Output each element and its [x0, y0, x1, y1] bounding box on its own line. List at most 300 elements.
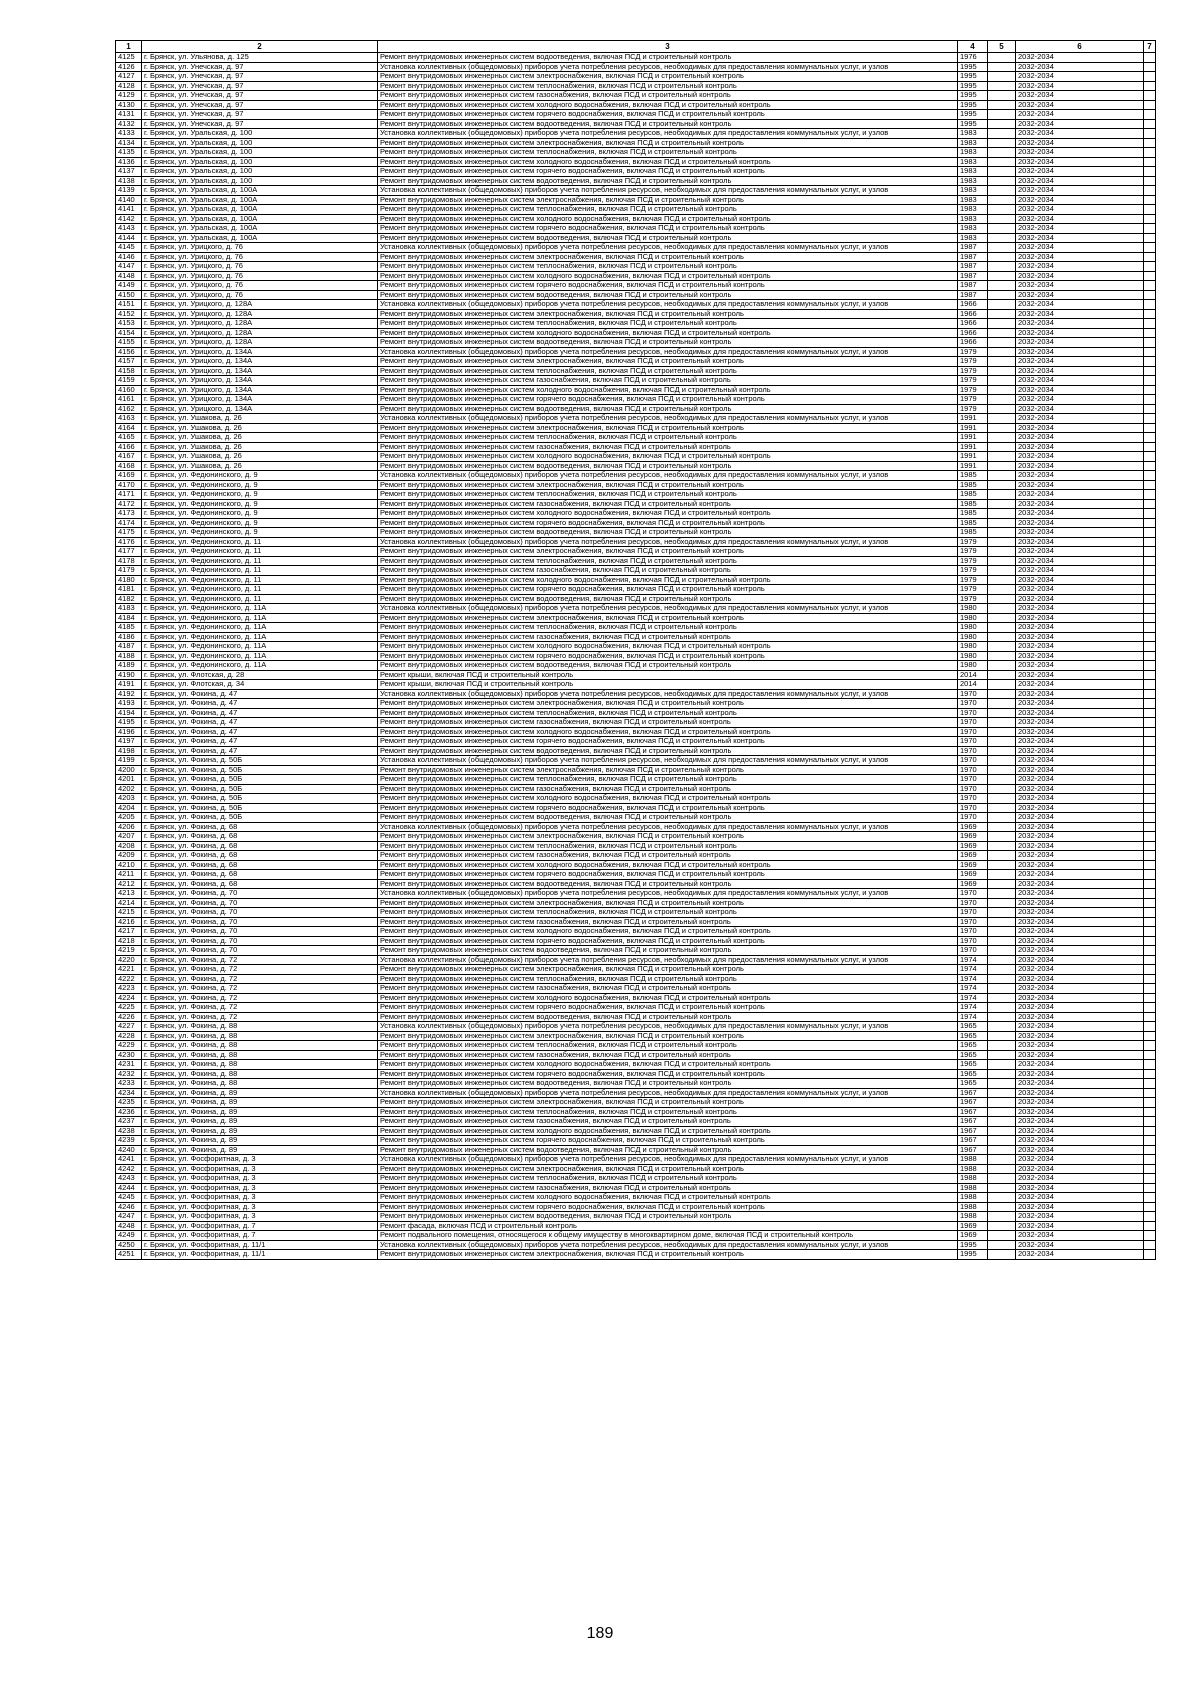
- cell-address: г. Брянск, ул. Фокина, д. 47: [142, 746, 378, 756]
- cell-address: г. Брянск, ул. Федюнинского, д. 11: [142, 594, 378, 604]
- cell-col-5: [988, 1212, 1016, 1222]
- cell-col-5: [988, 1145, 1016, 1155]
- cell-row-number: 4216: [116, 917, 142, 927]
- cell-period: 2032-2034: [1016, 461, 1144, 471]
- cell-period: 2032-2034: [1016, 1031, 1144, 1041]
- cell-work-type: Ремонт крыши, включая ПСД и строительный контроль: [378, 680, 958, 690]
- cell-col-5: [988, 1183, 1016, 1193]
- cell-year-built: 1970: [958, 708, 988, 718]
- cell-work-type: Ремонт внутридомовых инженерных систем электроснабжения, включая ПСД и строительный контроль: [378, 547, 958, 557]
- cell-col-5: [988, 604, 1016, 614]
- cell-address: г. Брянск, ул. Федюнинского, д. 11: [142, 556, 378, 566]
- cell-period: 2032-2034: [1016, 680, 1144, 690]
- cell-col-7: [1144, 965, 1156, 975]
- cell-col-7: [1144, 1003, 1156, 1013]
- cell-period: 2032-2034: [1016, 822, 1144, 832]
- cell-work-type: Ремонт внутридомовых инженерных систем водоотведения, включая ПСД и строительный контроль: [378, 176, 958, 186]
- cell-col-7: [1144, 822, 1156, 832]
- cell-col-7: [1144, 651, 1156, 661]
- cell-row-number: 4212: [116, 879, 142, 889]
- cell-row-number: 4230: [116, 1050, 142, 1060]
- cell-work-type: Ремонт внутридомовых инженерных систем электроснабжения, включая ПСД и строительный контроль: [378, 898, 958, 908]
- cell-year-built: 1983: [958, 138, 988, 148]
- cell-row-number: 4179: [116, 566, 142, 576]
- page-number: 189: [586, 1625, 614, 1642]
- cell-address: г. Брянск, ул. Фосфоритная, д. 7: [142, 1221, 378, 1231]
- table-header: [116, 41, 1156, 53]
- cell-row-number: 4139: [116, 186, 142, 196]
- table-row: [116, 1212, 1156, 1222]
- cell-row-number: 4247: [116, 1212, 142, 1222]
- cell-row-number: 4217: [116, 927, 142, 937]
- cell-row-number: 4151: [116, 300, 142, 310]
- table-row: [116, 575, 1156, 585]
- cell-row-number: 4219: [116, 946, 142, 956]
- cell-work-type: Ремонт внутридомовых инженерных систем теплоснабжения, включая ПСД и строительный контроль: [378, 205, 958, 215]
- cell-year-built: 1966: [958, 309, 988, 319]
- cell-col-5: [988, 642, 1016, 652]
- cell-year-built: 1985: [958, 499, 988, 509]
- table-row: [116, 680, 1156, 690]
- cell-period: 2032-2034: [1016, 1212, 1144, 1222]
- cell-col-5: [988, 765, 1016, 775]
- cell-period: 2032-2034: [1016, 585, 1144, 595]
- cell-period: 2032-2034: [1016, 129, 1144, 139]
- cell-col-7: [1144, 319, 1156, 329]
- cell-col-7: [1144, 613, 1156, 623]
- cell-col-7: [1144, 803, 1156, 813]
- cell-work-type: Установка коллективных (общедомовых) приборов учета потребления ресурсов, необходимых для предоставления коммунальных услуг, и узлов: [378, 756, 958, 766]
- cell-row-number: 4161: [116, 395, 142, 405]
- cell-col-5: [988, 148, 1016, 158]
- cell-col-5: [988, 195, 1016, 205]
- cell-col-7: [1144, 775, 1156, 785]
- cell-col-7: [1144, 528, 1156, 538]
- table-row: [116, 423, 1156, 433]
- cell-col-5: [988, 632, 1016, 642]
- cell-year-built: 1970: [958, 746, 988, 756]
- table-row: [116, 547, 1156, 557]
- table-row: [116, 1155, 1156, 1165]
- cell-year-built: 1970: [958, 727, 988, 737]
- cell-col-7: [1144, 1012, 1156, 1022]
- cell-col-5: [988, 1050, 1016, 1060]
- cell-period: 2032-2034: [1016, 224, 1144, 234]
- cell-work-type: Ремонт подвального помещения, относящегося к общему имуществу в многоквартирном доме, включая ПСД и строительный контроль: [378, 1231, 958, 1241]
- cell-work-type: Установка коллективных (общедомовых) приборов учета потребления ресурсов, необходимых для предоставления коммунальных услуг, и узлов: [378, 1155, 958, 1165]
- cell-address: г. Брянск, ул. Федюнинского, д. 11А: [142, 661, 378, 671]
- cell-year-built: 1979: [958, 366, 988, 376]
- cell-col-7: [1144, 1060, 1156, 1070]
- cell-col-7: [1144, 91, 1156, 101]
- cell-work-type: Ремонт внутридомовых инженерных систем водоотведения, включая ПСД и строительный контроль: [378, 879, 958, 889]
- table-row: [116, 252, 1156, 262]
- table-row: [116, 366, 1156, 376]
- cell-col-7: [1144, 746, 1156, 756]
- cell-address: г. Брянск, ул. Фокина, д. 88: [142, 1079, 378, 1089]
- cell-col-5: [988, 1117, 1016, 1127]
- cell-address: г. Брянск, ул. Фокина, д. 70: [142, 889, 378, 899]
- cell-work-type: Ремонт внутридомовых инженерных систем газоснабжения, включая ПСД и строительный контроль: [378, 1183, 958, 1193]
- cell-row-number: 4226: [116, 1012, 142, 1022]
- cell-col-7: [1144, 898, 1156, 908]
- table-row: [116, 471, 1156, 481]
- cell-row-number: 4129: [116, 91, 142, 101]
- cell-year-built: 1979: [958, 575, 988, 585]
- cell-address: г. Брянск, ул. Урицкого, д. 76: [142, 271, 378, 281]
- cell-year-built: 1969: [958, 841, 988, 851]
- cell-period: 2032-2034: [1016, 604, 1144, 614]
- cell-row-number: 4156: [116, 347, 142, 357]
- cell-address: г. Брянск, ул. Федюнинского, д. 9: [142, 528, 378, 538]
- cell-row-number: 4152: [116, 309, 142, 319]
- cell-work-type: Ремонт внутридомовых инженерных систем водоотведения, включая ПСД и строительный контроль: [378, 528, 958, 538]
- cell-col-7: [1144, 604, 1156, 614]
- cell-col-5: [988, 433, 1016, 443]
- cell-col-5: [988, 936, 1016, 946]
- cell-period: 2032-2034: [1016, 1174, 1144, 1184]
- table-row: [116, 518, 1156, 528]
- cell-address: г. Брянск, ул. Фосфоритная, д. 3: [142, 1193, 378, 1203]
- cell-work-type: Установка коллективных (общедомовых) приборов учета потребления ресурсов, необходимых для предоставления коммунальных услуг, и узлов: [378, 1240, 958, 1250]
- cell-address: г. Брянск, ул. Урицкого, д. 134А: [142, 395, 378, 405]
- cell-address: г. Брянск, ул. Урицкого, д. 128А: [142, 328, 378, 338]
- cell-col-5: [988, 1060, 1016, 1070]
- cell-work-type: Ремонт внутридомовых инженерных систем теплоснабжения, включая ПСД и строительный контроль: [378, 908, 958, 918]
- table-row: [116, 917, 1156, 927]
- cell-col-7: [1144, 689, 1156, 699]
- cell-col-7: [1144, 727, 1156, 737]
- cell-col-5: [988, 860, 1016, 870]
- cell-address: г. Брянск, ул. Унечская, д. 97: [142, 72, 378, 82]
- cell-year-built: 1970: [958, 889, 988, 899]
- cell-year-built: 1969: [958, 822, 988, 832]
- cell-col-5: [988, 623, 1016, 633]
- cell-address: г. Брянск, ул. Уральская, д. 100: [142, 176, 378, 186]
- cell-year-built: 1979: [958, 556, 988, 566]
- cell-col-5: [988, 499, 1016, 509]
- cell-work-type: Установка коллективных (общедомовых) приборов учета потребления ресурсов, необходимых для предоставления коммунальных услуг, и узлов: [378, 414, 958, 424]
- cell-col-5: [988, 1174, 1016, 1184]
- cell-col-5: [988, 72, 1016, 82]
- cell-row-number: 4172: [116, 499, 142, 509]
- cell-work-type: Ремонт внутридомовых инженерных систем теплоснабжения, включая ПСД и строительный контроль: [378, 148, 958, 158]
- cell-period: 2032-2034: [1016, 119, 1144, 129]
- cell-col-5: [988, 309, 1016, 319]
- cell-period: 2032-2034: [1016, 1221, 1144, 1231]
- cell-period: 2032-2034: [1016, 328, 1144, 338]
- cell-work-type: Ремонт внутридомовых инженерных систем холодного водоснабжения, включая ПСД и строительный контроль: [378, 575, 958, 585]
- cell-col-5: [988, 1202, 1016, 1212]
- cell-address: г. Брянск, ул. Уральская, д. 100: [142, 138, 378, 148]
- cell-work-type: Ремонт внутридомовых инженерных систем холодного водоснабжения, включая ПСД и строительный контроль: [378, 860, 958, 870]
- cell-year-built: 1970: [958, 756, 988, 766]
- cell-row-number: 4168: [116, 461, 142, 471]
- cell-col-7: [1144, 670, 1156, 680]
- cell-work-type: Ремонт внутридомовых инженерных систем холодного водоснабжения, включая ПСД и строительный контроль: [378, 214, 958, 224]
- cell-year-built: 1995: [958, 110, 988, 120]
- cell-period: 2032-2034: [1016, 376, 1144, 386]
- cell-work-type: Ремонт внутридомовых инженерных систем водоотведения, включая ПСД и строительный контроль: [378, 813, 958, 823]
- cell-col-7: [1144, 433, 1156, 443]
- cell-col-5: [988, 1012, 1016, 1022]
- table-row: [116, 1107, 1156, 1117]
- cell-col-7: [1144, 480, 1156, 490]
- cell-col-5: [988, 613, 1016, 623]
- cell-work-type: Ремонт внутридомовых инженерных систем холодного водоснабжения, включая ПСД и строительный контроль: [378, 642, 958, 652]
- cell-col-5: [988, 53, 1016, 63]
- cell-col-5: [988, 1240, 1016, 1250]
- cell-row-number: 4145: [116, 243, 142, 253]
- cell-row-number: 4180: [116, 575, 142, 585]
- cell-work-type: Установка коллективных (общедомовых) приборов учета потребления ресурсов, необходимых для предоставления коммунальных услуг, и узлов: [378, 889, 958, 899]
- table-row: [116, 376, 1156, 386]
- cell-period: 2032-2034: [1016, 860, 1144, 870]
- cell-col-7: [1144, 1164, 1156, 1174]
- cell-col-7: [1144, 252, 1156, 262]
- cell-col-7: [1144, 404, 1156, 414]
- cell-row-number: 4248: [116, 1221, 142, 1231]
- cell-row-number: 4196: [116, 727, 142, 737]
- table-row: [116, 955, 1156, 965]
- cell-col-5: [988, 727, 1016, 737]
- cell-address: г. Брянск, ул. Урицкого, д. 76: [142, 290, 378, 300]
- cell-period: 2032-2034: [1016, 157, 1144, 167]
- cell-period: 2032-2034: [1016, 309, 1144, 319]
- cell-period: 2032-2034: [1016, 1060, 1144, 1070]
- table-row: [116, 205, 1156, 215]
- cell-col-5: [988, 1098, 1016, 1108]
- cell-year-built: 1967: [958, 1145, 988, 1155]
- cell-year-built: 1987: [958, 271, 988, 281]
- cell-col-5: [988, 518, 1016, 528]
- cell-address: г. Брянск, ул. Уральская, д. 100: [142, 157, 378, 167]
- cell-period: 2032-2034: [1016, 471, 1144, 481]
- cell-year-built: 1969: [958, 1231, 988, 1241]
- cell-col-5: [988, 813, 1016, 823]
- cell-work-type: Ремонт крыши, включая ПСД и строительный контроль: [378, 670, 958, 680]
- cell-col-7: [1144, 841, 1156, 851]
- cell-year-built: 1985: [958, 471, 988, 481]
- cell-year-built: 1969: [958, 870, 988, 880]
- cell-work-type: Ремонт внутридомовых инженерных систем горячего водоснабжения, включая ПСД и строительный контроль: [378, 737, 958, 747]
- cell-col-5: [988, 651, 1016, 661]
- cell-col-5: [988, 594, 1016, 604]
- cell-col-5: [988, 395, 1016, 405]
- cell-address: г. Брянск, ул. Урицкого, д. 134А: [142, 366, 378, 376]
- cell-period: 2032-2034: [1016, 195, 1144, 205]
- cell-col-7: [1144, 585, 1156, 595]
- cell-row-number: 4195: [116, 718, 142, 728]
- cell-col-7: [1144, 794, 1156, 804]
- cell-work-type: Ремонт внутридомовых инженерных систем водоотведения, включая ПСД и строительный контроль: [378, 404, 958, 414]
- cell-period: 2032-2034: [1016, 72, 1144, 82]
- cell-address: г. Брянск, ул. Урицкого, д. 128А: [142, 309, 378, 319]
- cell-address: г. Брянск, ул. Урицкого, д. 128А: [142, 300, 378, 310]
- cell-work-type: Ремонт внутридомовых инженерных систем теплоснабжения, включая ПСД и строительный контроль: [378, 1041, 958, 1051]
- cell-col-7: [1144, 490, 1156, 500]
- cell-row-number: 4215: [116, 908, 142, 918]
- cell-address: г. Брянск, ул. Фокина, д. 50Б: [142, 775, 378, 785]
- cell-row-number: 4213: [116, 889, 142, 899]
- cell-col-5: [988, 167, 1016, 177]
- cell-col-7: [1144, 870, 1156, 880]
- table-row: [116, 395, 1156, 405]
- cell-row-number: 4136: [116, 157, 142, 167]
- table-row: [116, 1183, 1156, 1193]
- cell-address: г. Брянск, ул. Уральская, д. 100А: [142, 195, 378, 205]
- cell-col-7: [1144, 461, 1156, 471]
- cell-year-built: 1966: [958, 319, 988, 329]
- cell-address: г. Брянск, ул. Фокина, д. 47: [142, 708, 378, 718]
- cell-work-type: Ремонт внутридомовых инженерных систем водоотведения, включая ПСД и строительный контроль: [378, 1212, 958, 1222]
- cell-col-7: [1144, 756, 1156, 766]
- table-row: [116, 1060, 1156, 1070]
- cell-year-built: 1995: [958, 119, 988, 129]
- cell-row-number: 4200: [116, 765, 142, 775]
- cell-year-built: 1979: [958, 357, 988, 367]
- cell-year-built: 1985: [958, 518, 988, 528]
- cell-address: г. Брянск, ул. Уральская, д. 100А: [142, 205, 378, 215]
- table-row: [116, 822, 1156, 832]
- cell-work-type: Ремонт внутридомовых инженерных систем электроснабжения, включая ПСД и строительный контроль: [378, 309, 958, 319]
- cell-col-5: [988, 699, 1016, 709]
- cell-col-7: [1144, 1117, 1156, 1127]
- cell-col-5: [988, 870, 1016, 880]
- cell-col-7: [1144, 442, 1156, 452]
- cell-year-built: 1967: [958, 1126, 988, 1136]
- cell-col-5: [988, 737, 1016, 747]
- cell-row-number: 4171: [116, 490, 142, 500]
- cell-col-5: [988, 138, 1016, 148]
- cell-address: г. Брянск, ул. Урицкого, д. 134А: [142, 376, 378, 386]
- table-row: [116, 404, 1156, 414]
- cell-row-number: 4208: [116, 841, 142, 851]
- cell-period: 2032-2034: [1016, 81, 1144, 91]
- cell-work-type: Ремонт внутридомовых инженерных систем холодного водоснабжения, включая ПСД и строительный контроль: [378, 727, 958, 737]
- cell-col-5: [988, 100, 1016, 110]
- cell-row-number: 4160: [116, 385, 142, 395]
- cell-row-number: 4204: [116, 803, 142, 813]
- cell-col-7: [1144, 1041, 1156, 1051]
- cell-year-built: 1974: [958, 993, 988, 1003]
- cell-col-5: [988, 366, 1016, 376]
- cell-work-type: Ремонт внутридомовых инженерных систем холодного водоснабжения, включая ПСД и строительный контроль: [378, 794, 958, 804]
- cell-work-type: Ремонт внутридомовых инженерных систем водоотведения, включая ПСД и строительный контроль: [378, 1145, 958, 1155]
- cell-address: г. Брянск, ул. Унечская, д. 97: [142, 119, 378, 129]
- cell-year-built: 1987: [958, 281, 988, 291]
- table-row: [116, 1136, 1156, 1146]
- cell-work-type: Установка коллективных (общедомовых) приборов учета потребления ресурсов, необходимых для предоставления коммунальных услуг, и узлов: [378, 822, 958, 832]
- cell-year-built: 1969: [958, 879, 988, 889]
- cell-address: г. Брянск, ул. Фосфоритная, д. 3: [142, 1164, 378, 1174]
- cell-col-7: [1144, 936, 1156, 946]
- cell-row-number: 4227: [116, 1022, 142, 1032]
- cell-col-5: [988, 1164, 1016, 1174]
- cell-row-number: 4238: [116, 1126, 142, 1136]
- cell-row-number: 4182: [116, 594, 142, 604]
- cell-col-7: [1144, 53, 1156, 63]
- cell-address: г. Брянск, ул. Уральская, д. 100: [142, 129, 378, 139]
- cell-col-5: [988, 1193, 1016, 1203]
- cell-col-7: [1144, 138, 1156, 148]
- table-row: [116, 53, 1156, 63]
- cell-col-5: [988, 347, 1016, 357]
- cell-work-type: Установка коллективных (общедомовых) приборов учета потребления ресурсов, необходимых для предоставления коммунальных услуг, и узлов: [378, 689, 958, 699]
- cell-col-7: [1144, 718, 1156, 728]
- cell-period: 2032-2034: [1016, 575, 1144, 585]
- table-row: [116, 860, 1156, 870]
- cell-col-5: [988, 176, 1016, 186]
- cell-year-built: 1969: [958, 851, 988, 861]
- cell-row-number: 4245: [116, 1193, 142, 1203]
- cell-col-5: [988, 879, 1016, 889]
- cell-row-number: 4178: [116, 556, 142, 566]
- cell-work-type: Ремонт внутридомовых инженерных систем теплоснабжения, включая ПСД и строительный контроль: [378, 974, 958, 984]
- cell-period: 2032-2034: [1016, 1107, 1144, 1117]
- cell-col-7: [1144, 281, 1156, 291]
- cell-work-type: Ремонт внутридомовых инженерных систем газоснабжения, включая ПСД и строительный контроль: [378, 784, 958, 794]
- cell-year-built: 1979: [958, 537, 988, 547]
- cell-work-type: Ремонт внутридомовых инженерных систем электроснабжения, включая ПСД и строительный контроль: [378, 252, 958, 262]
- cell-period: 2032-2034: [1016, 556, 1144, 566]
- cell-col-5: [988, 718, 1016, 728]
- cell-period: 2032-2034: [1016, 423, 1144, 433]
- cell-year-built: 1970: [958, 898, 988, 908]
- cell-work-type: Ремонт внутридомовых инженерных систем теплоснабжения, включая ПСД и строительный контроль: [378, 1107, 958, 1117]
- cell-year-built: 1979: [958, 347, 988, 357]
- cell-col-5: [988, 471, 1016, 481]
- cell-col-7: [1144, 889, 1156, 899]
- cell-row-number: 4126: [116, 62, 142, 72]
- cell-work-type: Ремонт внутридомовых инженерных систем водоотведения, включая ПСД и строительный контроль: [378, 594, 958, 604]
- cell-row-number: 4221: [116, 965, 142, 975]
- cell-col-7: [1144, 385, 1156, 395]
- cell-period: 2032-2034: [1016, 357, 1144, 367]
- table-row: [116, 1098, 1156, 1108]
- cell-col-5: [988, 566, 1016, 576]
- cell-col-7: [1144, 879, 1156, 889]
- cell-work-type: Установка коллективных (общедомовых) приборов учета потребления ресурсов, необходимых для предоставления коммунальных услуг, и узлов: [378, 1022, 958, 1032]
- cell-work-type: Установка коллективных (общедомовых) приборов учета потребления ресурсов, необходимых для предоставления коммунальных услуг, и узлов: [378, 243, 958, 253]
- table-row: [116, 908, 1156, 918]
- cell-work-type: Установка коллективных (общедомовых) приборов учета потребления ресурсов, необходимых для предоставления коммунальных услуг, и узлов: [378, 604, 958, 614]
- cell-period: 2032-2034: [1016, 974, 1144, 984]
- cell-work-type: Ремонт внутридомовых инженерных систем водоотведения, включая ПСД и строительный контроль: [378, 746, 958, 756]
- cell-col-7: [1144, 575, 1156, 585]
- cell-period: 2032-2034: [1016, 1022, 1144, 1032]
- cell-address: г. Брянск, ул. Урицкого, д. 76: [142, 243, 378, 253]
- cell-col-5: [988, 927, 1016, 937]
- table-row: [116, 556, 1156, 566]
- table-row: [116, 148, 1156, 158]
- cell-year-built: 2014: [958, 670, 988, 680]
- cell-work-type: Ремонт внутридомовых инженерных систем газоснабжения, включая ПСД и строительный контроль: [378, 851, 958, 861]
- cell-period: 2032-2034: [1016, 632, 1144, 642]
- cell-address: г. Брянск, ул. Ушакова, д. 26: [142, 461, 378, 471]
- cell-work-type: Ремонт внутридомовых инженерных систем газоснабжения, включая ПСД и строительный контроль: [378, 984, 958, 994]
- cell-address: г. Брянск, ул. Уральская, д. 100А: [142, 233, 378, 243]
- cell-address: г. Брянск, ул. Фокина, д. 88: [142, 1050, 378, 1060]
- cell-year-built: 1965: [958, 1022, 988, 1032]
- cell-period: 2032-2034: [1016, 965, 1144, 975]
- cell-work-type: Ремонт внутридомовых инженерных систем горячего водоснабжения, включая ПСД и строительный контроль: [378, 870, 958, 880]
- cell-row-number: 4249: [116, 1231, 142, 1241]
- cell-address: г. Брянск, ул. Фокина, д. 88: [142, 1069, 378, 1079]
- cell-row-number: 4233: [116, 1079, 142, 1089]
- cell-col-7: [1144, 737, 1156, 747]
- cell-row-number: 4135: [116, 148, 142, 158]
